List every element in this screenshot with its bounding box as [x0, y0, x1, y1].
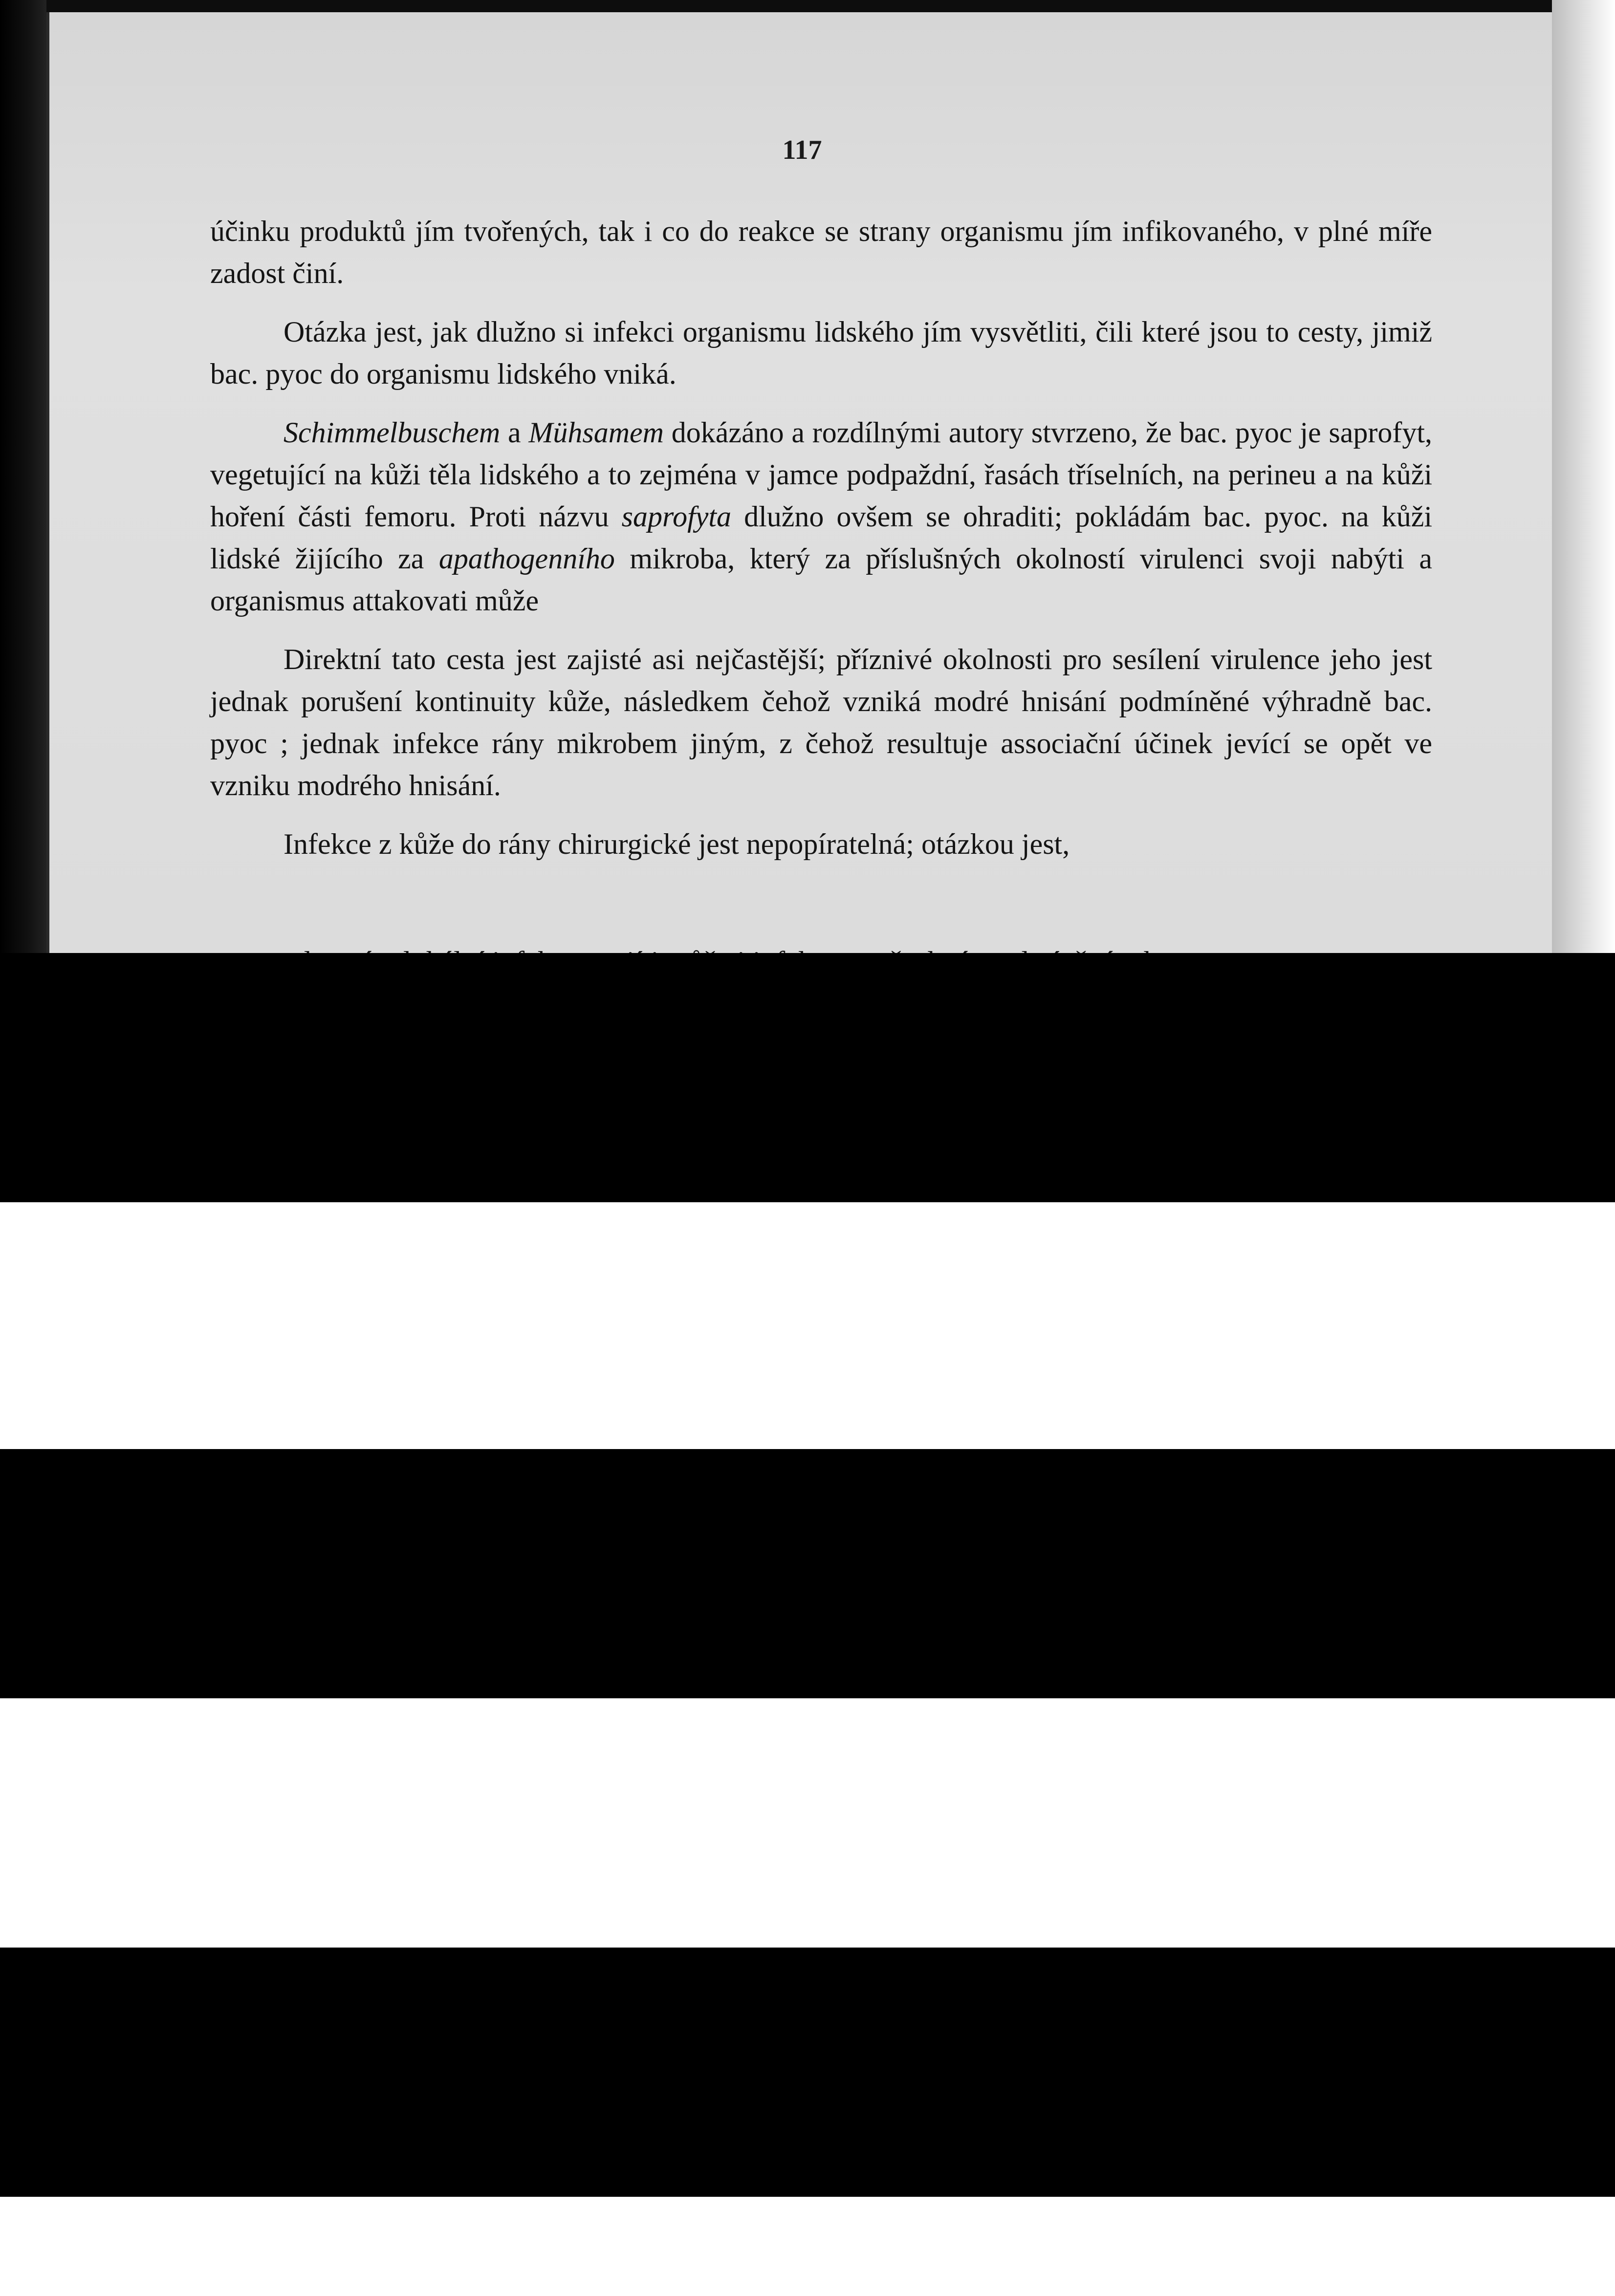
text-run: dlužno ovšem se ohraditi; pokládám bac. pyoc. na kůži lidské žijícího za [210, 500, 1432, 575]
paragraph [210, 638, 1432, 806]
blank-band [0, 2197, 1615, 2296]
text-run: Direktní tato cesta jest zajisté asi nejčastější; příznivé okolnosti pro sesílení virulence jeho jest jednak porušení kontinuity kůže, následkem čehož vzniká modré hnisání podmíněné výhradně bac. pyoc ; jednak infekce rány mikrobem jiným, z čehož resultuje associační účinek jevící se opět ve vzniku modrého hnisání. [210, 643, 1432, 801]
text-run: mikroba, který za příslušných okolností virulenci svoji nabýti a organismus attakovati může [210, 542, 1432, 617]
cut-off-line [210, 941, 1432, 953]
text-run: účinku produktů jím tvořených, tak i co do reakce se strany organismu jím infikovaného, v plné míře zadost činí. [210, 215, 1432, 289]
body-text [210, 210, 1432, 882]
paragraph [210, 311, 1432, 395]
paragraph [210, 412, 1432, 622]
redaction-band [0, 1449, 1615, 1698]
blank-band [0, 1202, 1615, 1449]
text-run: dokázáno a rozdílnými autory stvrzeno, že bac. pyoc je saprofyt, vegetující na kůži těla lidského a to zejména v jamce podpaždní, řasách tříselních, na perineu a na kůži hoření části femoru. Proti názvu [210, 416, 1432, 533]
redaction-band [0, 953, 1615, 1202]
book-spine-shadow [0, 0, 46, 953]
paragraph [210, 823, 1432, 865]
text-run: a [500, 416, 529, 449]
blank-band [0, 1698, 1615, 1948]
italic-run: apathogenního [438, 542, 615, 575]
text-run: Infekce z kůže do rány chirurgické jest nepopíratelná; otázkou jest, [284, 828, 1070, 860]
italic-run: Schimmelbuschem [284, 416, 501, 449]
italic-run: Mühsamem [528, 416, 664, 449]
redaction-band [0, 1948, 1615, 2197]
page-edge [1552, 0, 1615, 953]
paragraph [210, 210, 1432, 294]
scanned-page-region [0, 0, 1615, 953]
text-run: Otázka jest, jak dlužno si infekci organismu lidského jím vysvětliti, čili které jsou to cesty, jimiž bac. pyoc do organismu lidského vniká. [210, 316, 1432, 390]
page-number: 117 [782, 135, 822, 165]
italic-run: saprofyta [621, 500, 732, 533]
